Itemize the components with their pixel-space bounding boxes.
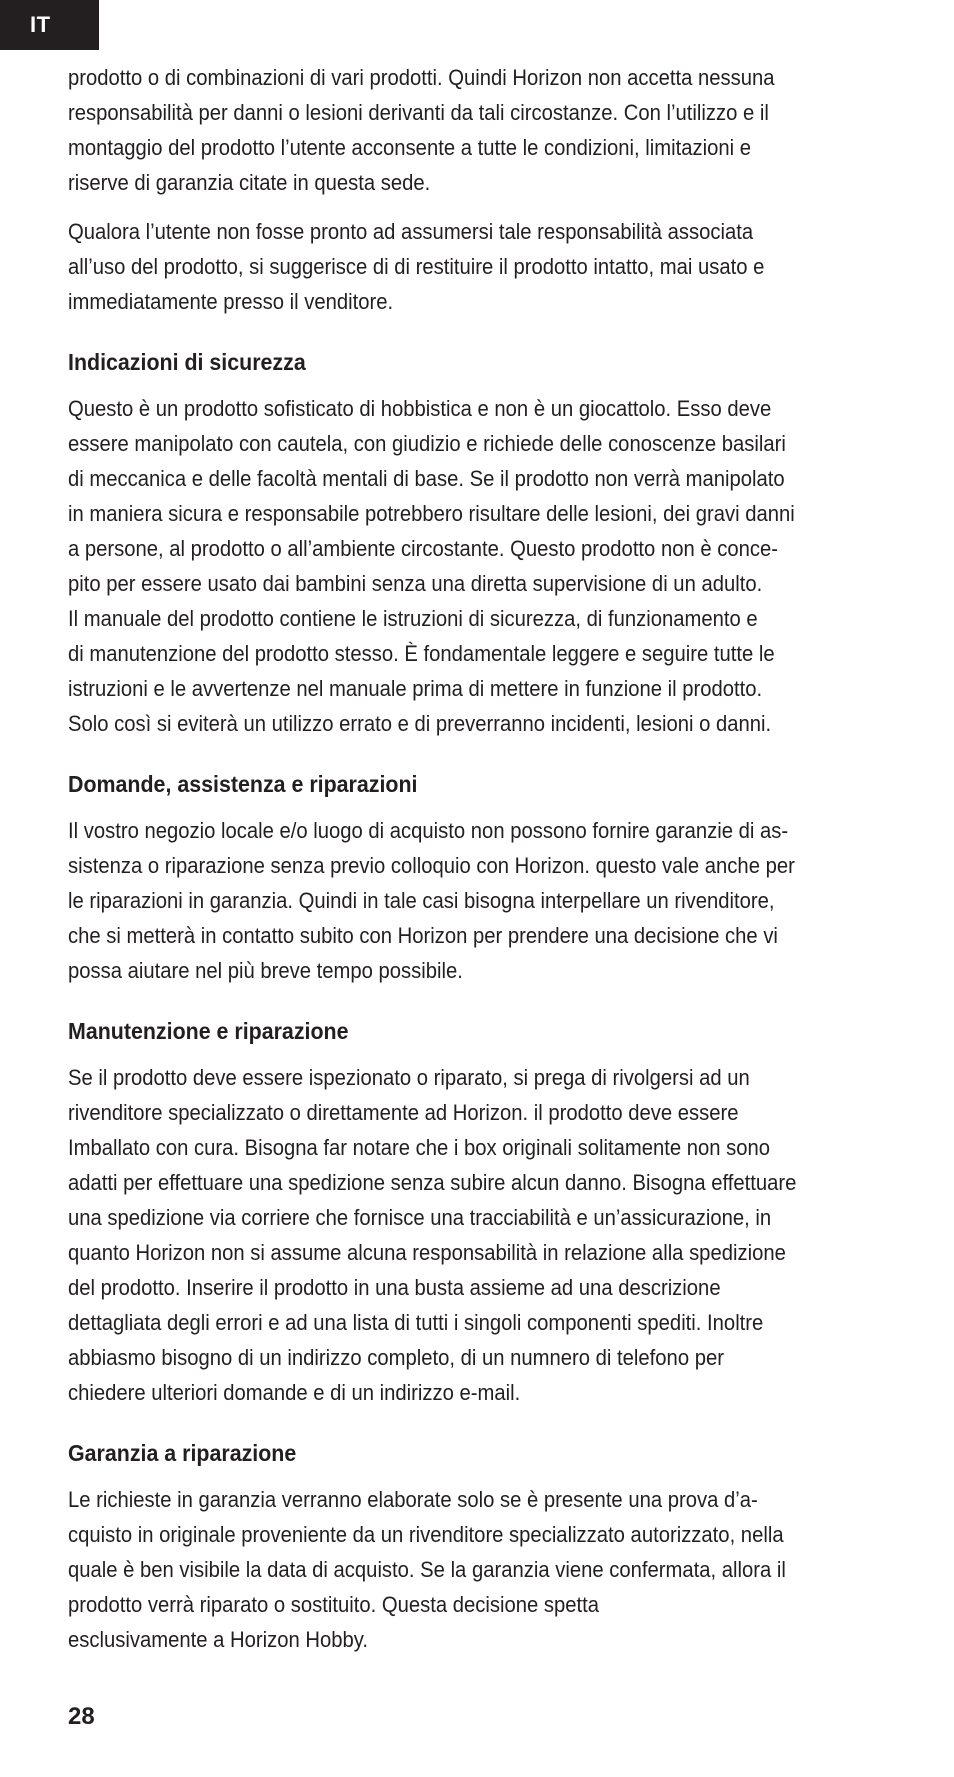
section-heading-safety: Indicazioni di sicurezza — [68, 349, 306, 375]
page-number: 28 — [68, 1703, 95, 1730]
maintenance-paragraph: Se il prodotto deve essere ispezionato o riparato, si prega di rivolgersi ad un rivenditore specializzato o direttamente ad Horizon. il prodotto deve essere Imballato con cura. Bisogna far notare che i box originali solitamente non sono adatti per effettuare una spedizione senza subire alcun danno. Bisogna effettuare una spedizione via corriere che fornisce una tracciabilità e un’assicurazione, in quanto Horizon non si assume alcuna responsabilità in relazione alla spedizione del prodotto. Inserire il prodotto in una busta assieme ad una descrizione dettagliata degli errori e ad una lista di tutti i singoli componenti spediti. Inoltre abbiasmo bisogno di un indirizzo completo, di un numnero di telefono per chiedere ulteriori domande e di un indirizzo e-mail. — [68, 1065, 797, 1405]
safety-paragraph: Questo è un prodotto sofisticato di hobbistica e non è un giocattolo. Esso deve essere manipolato con cautela, con giudizio e richiede delle conoscenze basilari di meccanica e delle facoltà mentali di base. Se il prodotto non verrà manipolato in maniera sicura e responsabile potrebbero risultare delle lesioni, dei gravi danni a persone, al prodotto o all’ambiente circostante. Questo prodotto non è conce- pito per essere usato dai bambini senza una diretta supervisione di un adulto. Il manuale del prodotto contiene le istruzioni di sicurezza, di funzionamento e di manutenzione del prodotto stesso. È fondamentale leggere e seguire tutte le istruzioni e le avvertenze nel manuale prima di mettere in funzione il prodotto. Solo così si eviterà un utilizzo errato e di preverranno incidenti, lesioni o danni. — [68, 396, 795, 736]
intro-paragraph-2: Qualora l’utente non fosse pronto ad assumersi tale responsabilità associata all’uso del prodotto, si suggerisce di di restituire il prodotto intatto, mai usato e immediatamente presso il venditore. — [68, 219, 765, 314]
questions-paragraph: Il vostro negozio locale e/o luogo di acquisto non possono fornire garanzie di as- sistenza o riparazione senza previo colloquio con Horizon. questo vale anche per le riparazioni in garanzia. Quindi in tale casi bisogna interpellare un rivenditore, che si metterà in contatto subito con Horizon per prendere una decisione che vi possa aiutare nel più breve tempo possibile. — [68, 818, 795, 983]
section-heading-warranty-repair: Garanzia a riparazione — [68, 1440, 297, 1466]
section-heading-questions: Domande, assistenza e riparazioni — [68, 771, 418, 797]
section-heading-maintenance: Manutenzione e riparazione — [68, 1018, 349, 1044]
document-body — [68, 60, 898, 1671]
warranty-repair-paragraph: Le richieste in garanzia verranno elaborate solo se è presente una prova d’a- cquisto in originale proveniente da un rivenditore specializzato autorizzato, nella quale è ben visibile la data di acquisto. Se la garanzia viene confermata, allora il prodotto verrà riparato o sostituito. Questa decisione spetta esclusivamente a Horizon Hobby. — [68, 1487, 786, 1652]
intro-paragraph-1: prodotto o di combinazioni di vari prodotti. Quindi Horizon non accetta nessuna responsabilità per danni o lesioni derivanti da tali circostanze. Con l’utilizzo e il montaggio del prodotto l’utente acconsente a tutte le condizioni, limitazioni e riserve di garanzia citate in questa sede. — [68, 65, 775, 195]
language-tab: IT — [0, 0, 99, 50]
